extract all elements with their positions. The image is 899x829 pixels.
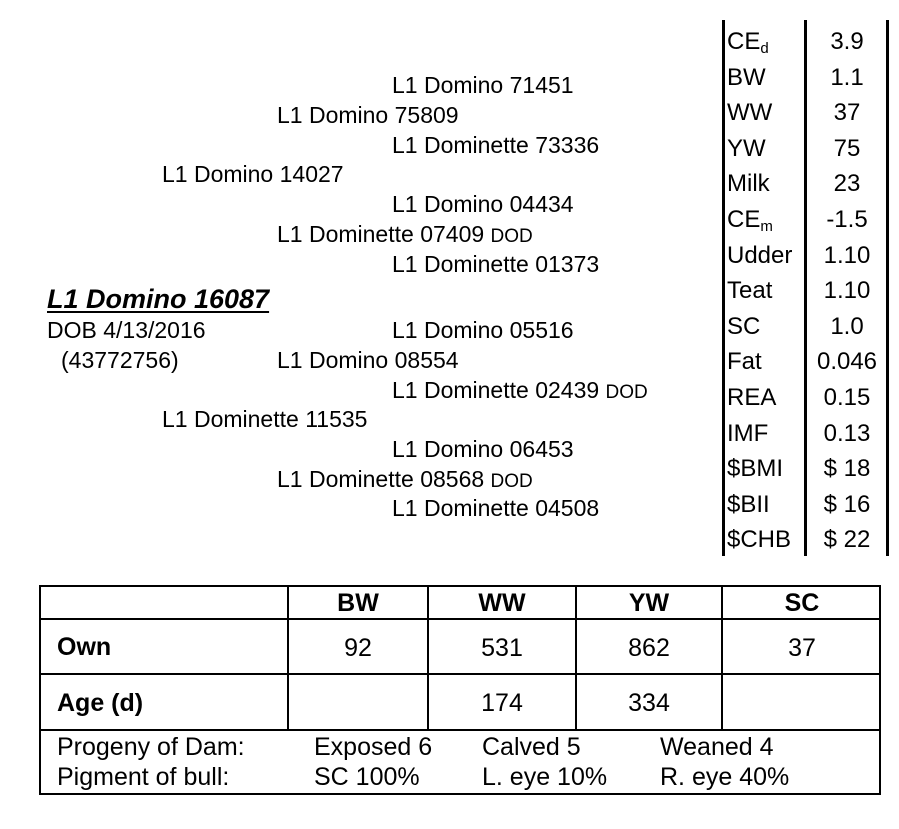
dam-sire: L1 Domino 08554 xyxy=(277,347,459,373)
own-sc: 37 xyxy=(788,634,816,662)
epd-label xyxy=(727,101,772,125)
sire-dam-tag: DOD xyxy=(490,226,533,247)
epd-label xyxy=(727,208,773,234)
progeny-calved: Calved 5 xyxy=(482,733,581,761)
epd-value: 23 xyxy=(833,170,861,197)
sire-dam-sire: L1 Domino 04434 xyxy=(392,191,574,217)
epd-value: 37 xyxy=(833,99,861,126)
age-ww: 174 xyxy=(481,689,523,717)
animal-name: L1 Domino 16087 xyxy=(47,284,270,314)
epd-label-text: $BMI xyxy=(727,455,784,482)
epd-label xyxy=(727,457,783,481)
epd-label-text: WW xyxy=(727,99,773,126)
header-yw: YW xyxy=(628,589,670,617)
epd-label-text: REA xyxy=(727,384,777,411)
registration-number: (43772756) xyxy=(61,347,179,373)
epd-label xyxy=(727,244,792,268)
epd-value: $ 18 xyxy=(823,455,871,482)
sire-dam xyxy=(277,223,533,246)
own-rule xyxy=(41,673,879,675)
epd-value: 1.10 xyxy=(823,242,871,269)
epd-value: 1.0 xyxy=(830,313,864,340)
epd-value: 0.15 xyxy=(823,384,871,411)
epd-label-text: $BII xyxy=(727,491,770,518)
age-rule xyxy=(41,729,879,731)
own-ww: 531 xyxy=(481,634,523,662)
epd-left-rule xyxy=(722,20,725,556)
epd-label-text: CE xyxy=(727,206,761,233)
epd-label-text: SC xyxy=(727,313,761,340)
progeny-weaned: Weaned 4 xyxy=(660,733,774,761)
dam-dam xyxy=(277,468,533,491)
epd-value: 1.1 xyxy=(830,64,864,91)
progeny-label: Progeny of Dam: xyxy=(57,733,245,761)
epd-label-text: $CHB xyxy=(727,526,792,553)
epd-label xyxy=(727,315,760,339)
progeny-exposed: Exposed 6 xyxy=(314,733,433,761)
pigment-left-eye: L. eye 10% xyxy=(482,763,608,791)
dam-sire-dam-name: L1 Dominette 02439 xyxy=(392,377,600,403)
epd-label-subscript: d xyxy=(760,40,769,57)
own-label: Own xyxy=(57,633,112,661)
dam-sire-dam xyxy=(392,379,648,402)
epd-label-text: CE xyxy=(727,28,761,55)
epd-value: 3.9 xyxy=(830,28,864,55)
performance-table xyxy=(39,585,881,795)
epd-label-text: Teat xyxy=(727,277,773,304)
sire: L1 Domino 14027 xyxy=(162,161,344,187)
sire-sire-dam: L1 Dominette 73336 xyxy=(392,132,600,158)
epd-label xyxy=(727,422,768,446)
dob: DOB 4/13/2016 xyxy=(47,317,206,343)
epd-value: 75 xyxy=(833,135,861,162)
epd-label xyxy=(727,172,770,196)
epd-value: 0.046 xyxy=(816,348,878,375)
epd-label xyxy=(727,528,791,552)
pigment-label: Pigment of bull: xyxy=(57,763,230,791)
epd-value: 1.10 xyxy=(823,277,871,304)
epd-label xyxy=(727,30,769,56)
age-label: Age (d) xyxy=(57,689,144,717)
epd-label-text: IMF xyxy=(727,420,769,447)
sire-sire-sire: L1 Domino 71451 xyxy=(392,72,574,98)
epd-label xyxy=(727,279,772,303)
dam: L1 Dominette 11535 xyxy=(162,406,368,432)
epd-right-rule xyxy=(886,20,889,556)
age-yw: 334 xyxy=(628,689,670,717)
epd-label-text: Udder xyxy=(727,242,793,269)
sire-dam-dam: L1 Dominette 01373 xyxy=(392,251,600,277)
epd-label xyxy=(727,350,762,374)
epd-label-text: Fat xyxy=(727,348,762,375)
header-bw: BW xyxy=(337,589,379,617)
sire-sire: L1 Domino 75809 xyxy=(277,102,459,128)
dam-dam-dam: L1 Dominette 04508 xyxy=(392,495,600,521)
header-rule xyxy=(41,618,879,620)
epd-label-subscript: m xyxy=(760,218,773,235)
dam-sire-sire: L1 Domino 05516 xyxy=(392,317,574,343)
own-yw: 862 xyxy=(628,634,670,662)
epd-value: $ 22 xyxy=(823,526,871,553)
epd-label-text: BW xyxy=(727,64,766,91)
epd-value: -1.5 xyxy=(826,206,868,233)
header-sc: SC xyxy=(784,589,820,617)
epd-label xyxy=(727,66,766,90)
pigment-right-eye: R. eye 40% xyxy=(660,763,790,791)
epd-value: 0.13 xyxy=(823,420,871,447)
epd-label xyxy=(727,493,770,517)
dam-dam-name: L1 Dominette 08568 xyxy=(277,466,485,492)
epd-mid-rule xyxy=(804,20,807,556)
pigment-sc: SC 100% xyxy=(314,763,420,791)
header-ww: WW xyxy=(478,589,526,617)
dam-dam-sire: L1 Domino 06453 xyxy=(392,436,574,462)
epd-label-text: Milk xyxy=(727,170,770,197)
epd-label xyxy=(727,137,766,161)
sire-dam-name: L1 Dominette 07409 xyxy=(277,221,485,247)
epd-value: $ 16 xyxy=(823,491,871,518)
epd-label-text: YW xyxy=(727,135,766,162)
dam-sire-dam-tag: DOD xyxy=(605,382,648,403)
dam-dam-tag: DOD xyxy=(490,471,533,492)
own-bw: 92 xyxy=(344,634,372,662)
epd-label xyxy=(727,386,776,410)
